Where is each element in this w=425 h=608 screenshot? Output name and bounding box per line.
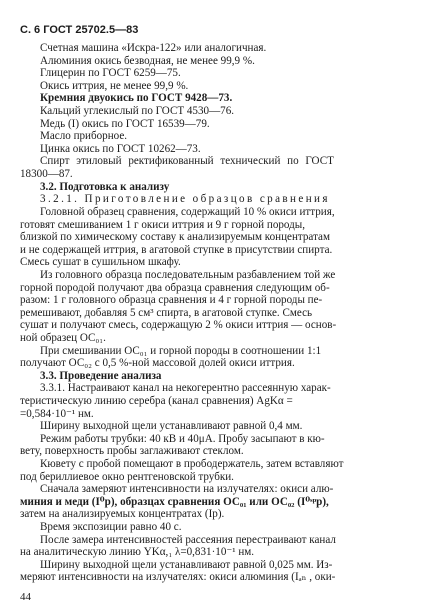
text-line: Медь (I) окись по ГОСТ 16539—79.	[40, 117, 210, 130]
text-line: Масло приборное.	[40, 130, 128, 143]
text-line: Сначала замеряют интенсивности на излучателях: окиси алю-	[40, 483, 334, 496]
text-line: горной породой получают два образца сравнения следующим об-	[20, 281, 330, 294]
text-line: 3.3.1. Настраивают канал на некогерентно рассеянную харак-	[40, 382, 331, 395]
text-line: затем на анализируемых концентратах (Iр).	[20, 508, 225, 521]
text-line: Глицерин по ГОСТ 6259—75.	[40, 67, 181, 80]
text-line: близкой по химическому составу к анализируемым концентратам	[20, 231, 331, 244]
text-line: готовят смешиванием 1 г окиси иттрия и 9 г горной породы,	[20, 218, 306, 231]
text-line: на аналитическую линию YKα,₁ λ=0,831·10⁻¹ нм.	[20, 546, 255, 559]
text-line: Счетная машина «Искра-122» или аналогичная.	[40, 42, 267, 54]
text-line: и не содержащей иттрия, в агатовой ступке в присутствии спирта.	[20, 243, 333, 256]
text-line: теристическую линию серебра (канал сравнения) AgKα =	[20, 394, 293, 407]
text-line: сушат и получают смесь, содержащую 2 % окиси иттрия — основ-	[20, 319, 337, 332]
text-line: Ширину выходной щели устанавливают равной 0,4 мм.	[40, 420, 303, 433]
text-line: Алюминия окись безводная, не менее 99,9 %.	[40, 54, 255, 67]
text-line: ремешивают, добавляя 5 см³ спирта, в агатовой ступке. Смесь	[20, 306, 313, 319]
text-line: разом: 1 г головного образца сравнения и 4 г горной породы пе-	[20, 294, 323, 307]
text-line: Окись иттрия, не менее 99,9 %.	[40, 79, 189, 92]
text-line-bold: Кремния двуокись по ГОСТ 9428—73.	[40, 92, 233, 105]
text-line: ной образец ОС₀₁.	[20, 331, 106, 344]
text-line: Кювету с пробой помещают в прободержатель, затем вставляют	[40, 458, 344, 470]
text-line: Время экспозиции равно 40 с.	[40, 521, 182, 533]
section-heading: 3.3. Проведение анализа	[40, 369, 162, 382]
text-line: меряют интенсивности на излучателях: окиси алюминия (Iₐₙ , оки-	[20, 571, 336, 584]
section-heading: 3.2. Подготовка к анализу	[40, 180, 170, 193]
text-line: После замера интенсивностей рассеяния перестраивают канал	[40, 533, 336, 546]
text-line: При смешивании ОС₀₁ и горной породы в соотношении 1:1	[40, 344, 322, 357]
text-line: Кальций углекислый по ГОСТ 4530—76.	[40, 105, 235, 117]
text-line: под бериллиевое окно рентгеновской трубки.	[20, 470, 234, 483]
text-line: Цинка окись по ГОСТ 10262—73.	[40, 142, 201, 155]
text-line: Режим работы трубки: 40 кВ и 40μА. Пробу засыпают в кю-	[40, 432, 325, 445]
text-line: Головной образец сравнения, содержащий 10 % окиси иттрия,	[40, 205, 335, 218]
text-line: получают ОС₀₂ с 0,5 %-ной массовой долей окиси иттрия.	[20, 357, 295, 370]
text-line: Смесь сушат в сушильном шкафу.	[20, 256, 181, 269]
page-header: С. 6 ГОСТ 25702.5—83	[20, 24, 139, 36]
page-number: 44	[20, 591, 31, 603]
text-line: 18300—87.	[20, 168, 73, 180]
text-line: =0,584·10⁻¹ нм.	[20, 407, 94, 420]
text-line-bold: миния и меди (I⁰р), образцах сравнения ОС₀₁ или ОС₀₂ (I⁰ˢᵖр),	[20, 495, 329, 508]
text-line: вету, поверхность пробы заглаживают стеклом.	[20, 445, 244, 458]
text-line: Ширину выходной щели устанавливают равной 0,025 мм. Из-	[40, 558, 333, 571]
text-line: Из головного образца последовательным разбавлением той же	[40, 268, 336, 281]
text-line: Спирт этиловый ректификованный технический по ГОСТ	[40, 155, 334, 168]
subsection-heading: 3.2.1. Приготовление образцов сравнения	[40, 193, 330, 206]
